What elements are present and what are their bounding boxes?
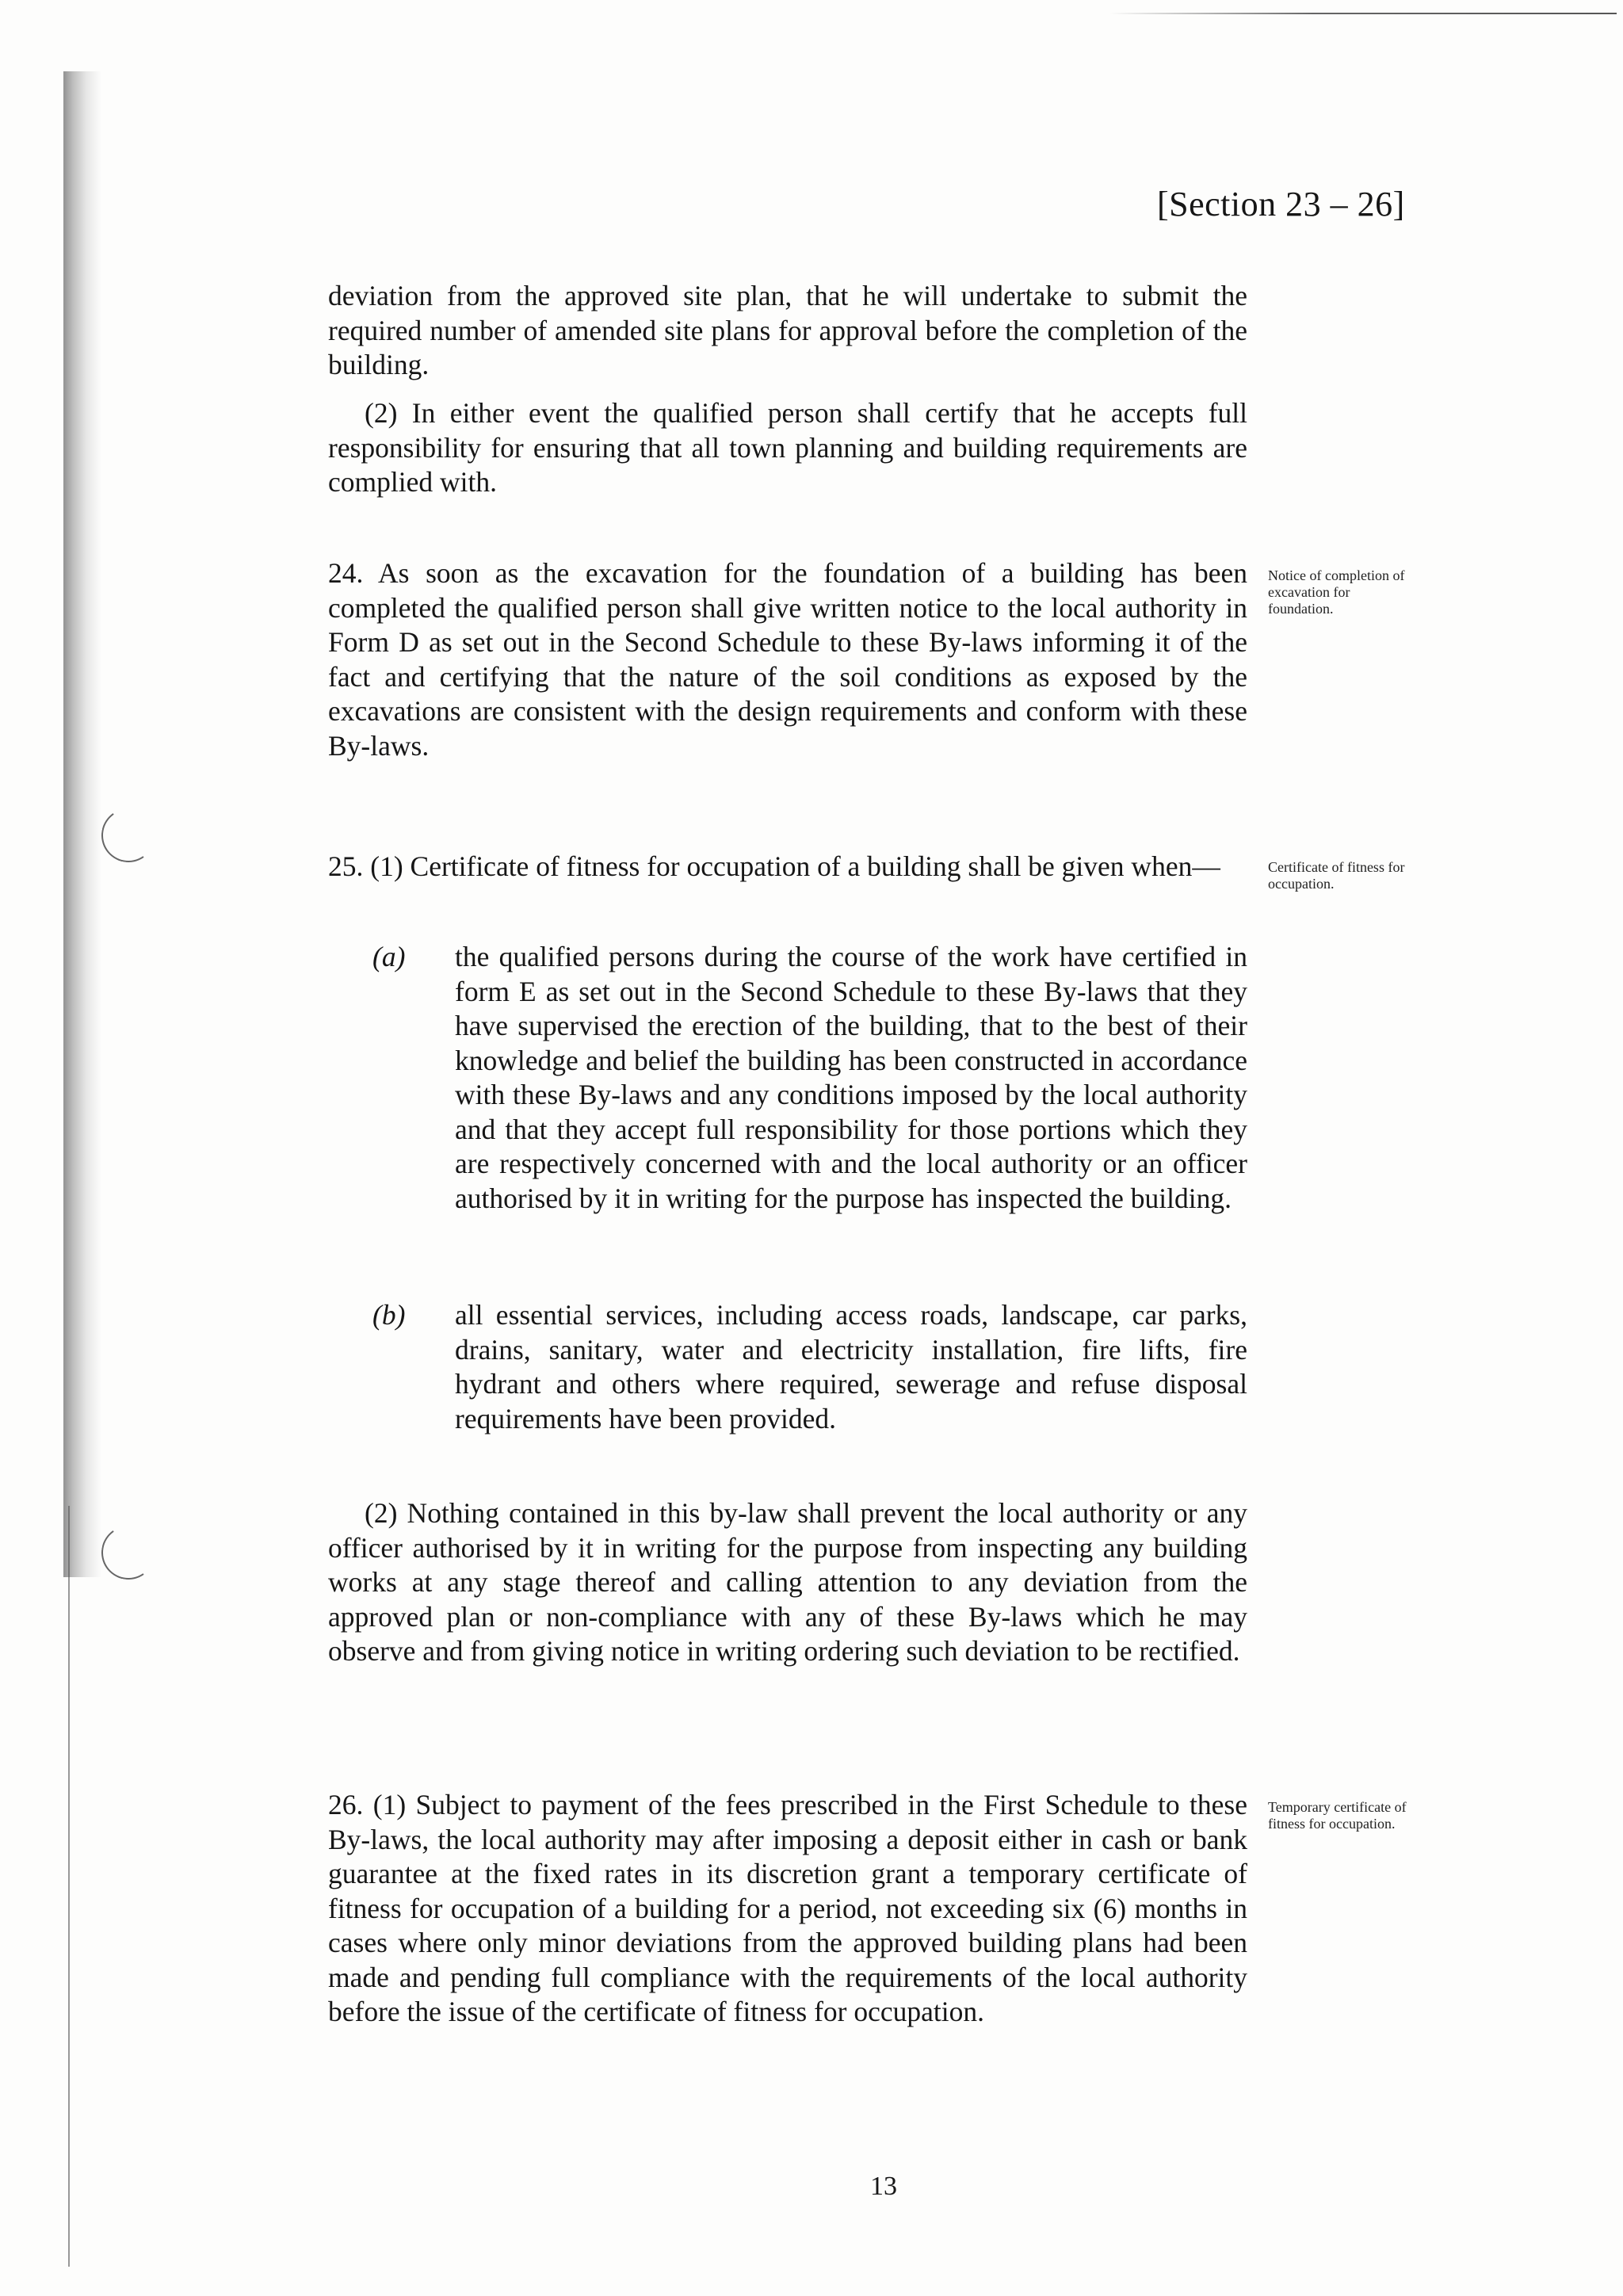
scan-binding-line	[68, 1506, 70, 2267]
paragraph-24: 24. As soon as the excavation for the foundation of a building has been completed the qualified person shall give written notice to the local authority in Form D as set out in the Second Schedule to these By-laws informing it of the fact and certifying that the nature of the soil conditions as exposed by the excavations are consistent with the design requirements and conform with these By-laws.	[328, 557, 1247, 762]
paragraph-25-b	[372, 1298, 1247, 1436]
item-text-a: the qualified persons during the course of the work have certified in form E as set out in the Second Schedule to these By-laws that they have supervised the erection of the building, that to the best of their knowledge and belief the building has been constructed in accordance with these By-laws and any conditions imposed by the local authority and that they accept full responsibility for those portions which they are respectively concerned with and the local authority or an officer authorised by it in writing for the purpose has inspected the building.	[455, 941, 1247, 1214]
margin-note-section-24: Notice of completion of excavation for foundation.	[1268, 567, 1405, 617]
paragraph-25-1: 25. (1) Certificate of fitness for occupation of a building shall be given when—	[328, 850, 1220, 882]
section-header: [Section 23 – 26]	[1157, 185, 1405, 223]
paragraph-23-continued: deviation from the approved site plan, that he will undertake to submit the required number of amended site plans for approval before the completion of the building.	[328, 280, 1247, 380]
item-label-a: (a)	[372, 941, 406, 972]
paragraph-26: 26. (1) Subject to payment of the fees prescribed in the First Schedule to these By-laws, the local authority may after imposing a deposit either in cash or bank guarantee at the fixed rates in its discretion grant a temporary certificate of fitness for occupation of a building for a period, not exceeding six (6) months in cases where only minor deviations from the approved building plans had been made and pending full compliance with the requirements of the local authority before the issue of the certificate of fitness for occupation.	[328, 1789, 1247, 2027]
margin-note-section-26: Temporary certificate of fitness for occupation.	[1268, 1799, 1407, 1832]
scan-shadow-edge	[63, 71, 101, 1577]
page-number: 13	[870, 2172, 897, 2201]
paragraph-25-a	[372, 940, 1247, 1216]
scan-top-rule	[1109, 13, 1617, 14]
item-text-b: all essential services, including access roads, landscape, car parks, drains, sanitary, water and electricity installation, fire lifts, fire hydrant and others where required, sewerage and refuse disposal requirements have been provided.	[455, 1299, 1247, 1435]
paragraph-23-2: (2) In either event the qualified person shall certify that he accepts full responsibility for ensuring that all town planning and building requirements are complied with.	[328, 397, 1247, 498]
paragraph-25-2: (2) Nothing contained in this by-law shall prevent the local authority or any officer authorised by it in writing for the purpose from inspecting any building works at any stage thereof and calling attention to any deviation from the approved plan or non-compliance with any of these By-laws which he may observe and from giving notice in writing ordering such deviation to be rectified.	[328, 1497, 1247, 1667]
item-label-b: (b)	[372, 1299, 406, 1331]
punch-hole-mark	[97, 804, 160, 867]
margin-note-section-25: Certificate of fitness for occupation.	[1268, 859, 1405, 892]
punch-hole-mark	[97, 1522, 160, 1584]
